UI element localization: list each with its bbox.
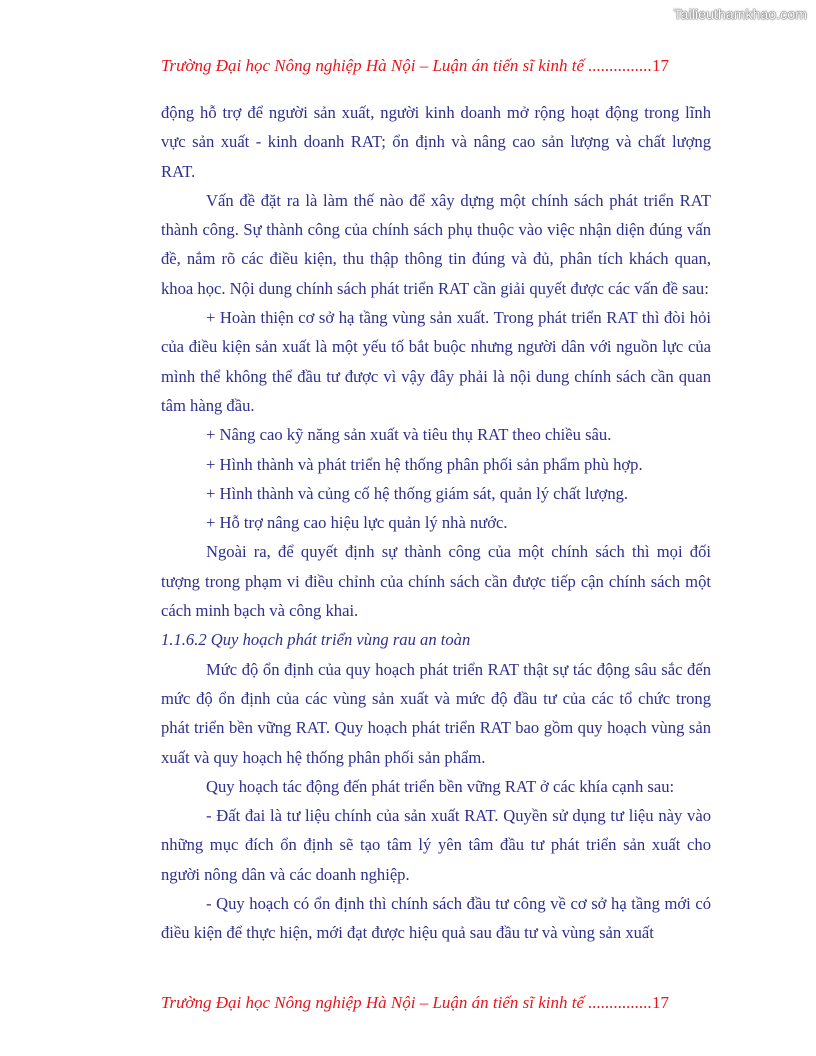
list-item-land: - Đất đai là tư liệu chính của sản xuất RAT. Quyền sử dụng tư liệu này vào những mục đích ổn định sẽ tạo tâm lý yên tâm đầu tư phát triển sản xuất cho người nông dân và các doanh nghiệp. [161, 806, 711, 884]
list-item-public-investment: - Quy hoạch có ổn định thì chính sách đầu tư công về cơ sở hạ tầng mới có điều kiện để thực hiện, mới đạt được hiệu quả sau đầu tư và vùng sản xuất [161, 894, 711, 943]
paragraph-planning-aspects: Quy hoạch tác động đến phát triển bền vững RAT ở các khía cạnh sau: [206, 776, 675, 796]
list-item-distribution: + Hình thành và phát triển hệ thống phân phối sản phẩm phù hợp. [206, 454, 643, 474]
running-header [161, 56, 721, 76]
running-footer [161, 993, 721, 1013]
list-item-skills: + Nâng cao kỹ năng sản xuất và tiêu thụ RAT theo chiều sâu. [206, 425, 612, 445]
body-text [161, 98, 711, 948]
header-page-number: 17 [652, 56, 670, 75]
paragraph-planning-stability: Mức độ ổn định của quy hoạch phát triển RAT thật sự tác động sâu sắc đến mức độ ổn định của các vùng sản xuất và mức độ đầu tư của các tổ chức trong phát triển bền vững RAT. Quy hoạch phát triển RAT bao gồm quy hoạch vùng sản xuất và quy hoạch hệ thống phân phối sản phẩm. [161, 659, 711, 767]
watermark: Tailieuthamkhao.com [673, 6, 807, 22]
footer-page-number: 17 [652, 993, 670, 1012]
list-item-infrastructure: + Hoàn thiện cơ sở hạ tầng vùng sản xuất. Trong phát triển RAT thì đòi hỏi của điều kiện sản xuất là một yếu tố bắt buộc nhưng người dân với nguồn lực của mình thể không thể đầu tư được vì vậy đây phải là nội dung chính sách cần quan tâm hàng đầu. [161, 308, 711, 415]
list-item-quality-control: + Hình thành và củng cố hệ thống giám sát, quản lý chất lượng. [206, 483, 629, 503]
paragraph-continuation: động hỗ trợ để người sản xuất, người kinh doanh mở rộng hoạt động trong lĩnh vực sản xuất - kinh doanh RAT; ổn định và nâng cao sản lượng và chất lượng RAT. [161, 103, 711, 181]
footer-text: Trường Đại học Nông nghiệp Hà Nội – Luận án tiến sĩ kinh tế ............... [161, 993, 653, 1012]
list-item-state-management: + Hỗ trợ nâng cao hiệu lực quản lý nhà nước. [206, 513, 508, 533]
header-text: Trường Đại học Nông nghiệp Hà Nội – Luận án tiến sĩ kinh tế ............... [161, 56, 653, 75]
paragraph-policy-problem: Vấn đề đặt ra là làm thế nào để xây dựng một chính sách phát triển RAT thành công. Sự thành công của chính sách phụ thuộc vào việc nhận diện đúng vấn đề, nắm rõ các điều kiện, thu thập thông tin đúng và đủ, phân tích khách quan, khoa học. Nội dung chính sách phát triển RAT cần giải quyết được các vấn đề sau: [161, 190, 711, 298]
paragraph-transparency: Ngoài ra, để quyết định sự thành công của một chính sách thì mọi đối tượng trong phạm vi điều chỉnh của chính sách cần được tiếp cận chính sách một cách minh bạch và công khai. [161, 542, 711, 621]
section-heading: 1.1.6.2 Quy hoạch phát triển vùng rau an toàn [161, 630, 471, 650]
